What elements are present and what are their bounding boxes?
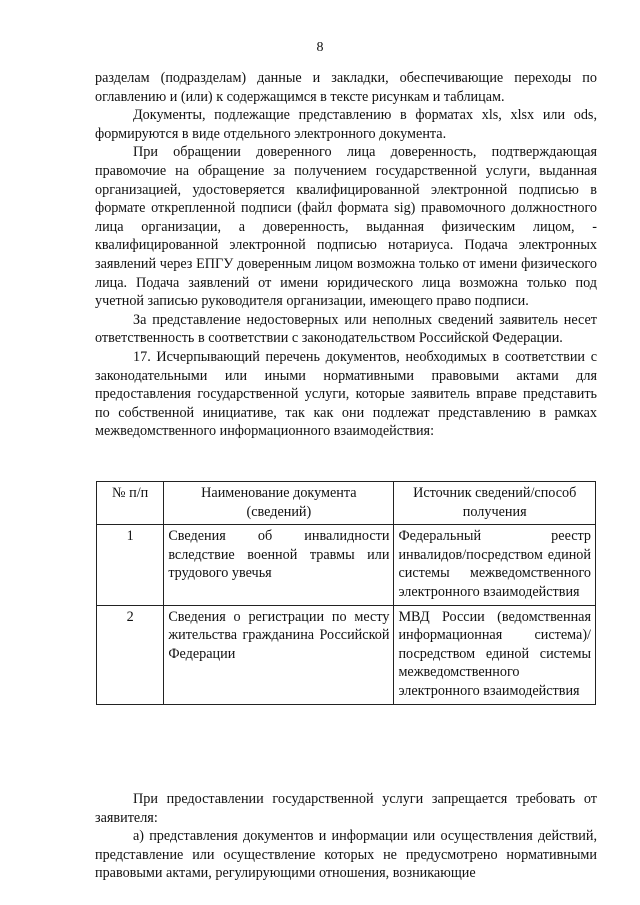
- paragraph-power-of-attorney: При обращении доверенного лица доверенность, подтверждающая правомочие на обращение за получением государственной услуги, выданная организацией, удостоверяется квалифицированной электронной подписью в формате открепленной подписи (файл формата sig) правомочного должностного лица организации, а доверенность, выданная физическим лицом, - квалифицированной электронной подписью нотариуса. Подача электронных заявлений через ЕПГУ доверенным лицом возможна только от имени физического лица. Подача заявлений от имени юридического лица возможна только под учетной записью руководителя организации, имеющего право подписи.: [95, 144, 597, 310]
- table-header-number: № п/п: [97, 482, 164, 525]
- body-text: [95, 69, 597, 441]
- table-cell-source: Федеральный реестр инвалидов/посредством единой системы межведомственного электронного взаимодействия: [394, 525, 596, 605]
- table-header-document-name: Наименование документа (сведений): [164, 482, 394, 525]
- table-cell-document-name: Сведения об инвалидности вследствие военной травмы или трудового увечья: [164, 525, 394, 605]
- paragraph-responsibility: За представление недостоверных или неполных сведений заявитель несет ответственность в соответствии с законодательством Российской Федерации.: [95, 311, 597, 347]
- table-cell-source: МВД России (ведомственная информационная система)/посредством единой системы межведомственного электронного взаимодействия: [394, 605, 596, 704]
- table-header-row: [97, 482, 596, 525]
- paragraph-continuation: разделам (подразделам) данные и закладки, обеспечивающие переходы по оглавлению и (или) к содержащимся в тексте рисункам и таблицам.: [95, 70, 597, 105]
- paragraph-formats: Документы, подлежащие представлению в форматах xls, xlsx или ods, формируются в виде отдельного электронного документа.: [95, 107, 597, 142]
- page-number: 8: [316, 40, 324, 55]
- paragraph-item-17: 17. Исчерпывающий перечень документов, необходимых в соответствии с законодательными или иными нормативными правовыми актами для предоставления государственной услуги, которые заявитель вправе представить по собственной инициативе, так как они подлежат представлению в рамках межведомственного информационного взаимодействия:: [95, 348, 597, 440]
- table-row: [97, 525, 596, 605]
- paragraph-item-a: а) представления документов и информации или осуществления действий, представление или осуществление которых не предусмотрено нормативными правовыми актами, регулирующими отношения, возникающие: [95, 828, 597, 882]
- after-table-text: [95, 790, 597, 883]
- table-header-source: Источник сведений/способ получения: [394, 482, 596, 525]
- table-cell-number: 2: [97, 605, 164, 704]
- documents-table: [96, 481, 596, 705]
- table-row: [97, 605, 596, 704]
- paragraph-prohibition: При предоставлении государственной услуги запрещается требовать от заявителя:: [95, 791, 597, 826]
- table-cell-document-name: Сведения о регистрации по месту жительства гражданина Российской Федерации: [164, 605, 394, 704]
- table-cell-number: 1: [97, 525, 164, 605]
